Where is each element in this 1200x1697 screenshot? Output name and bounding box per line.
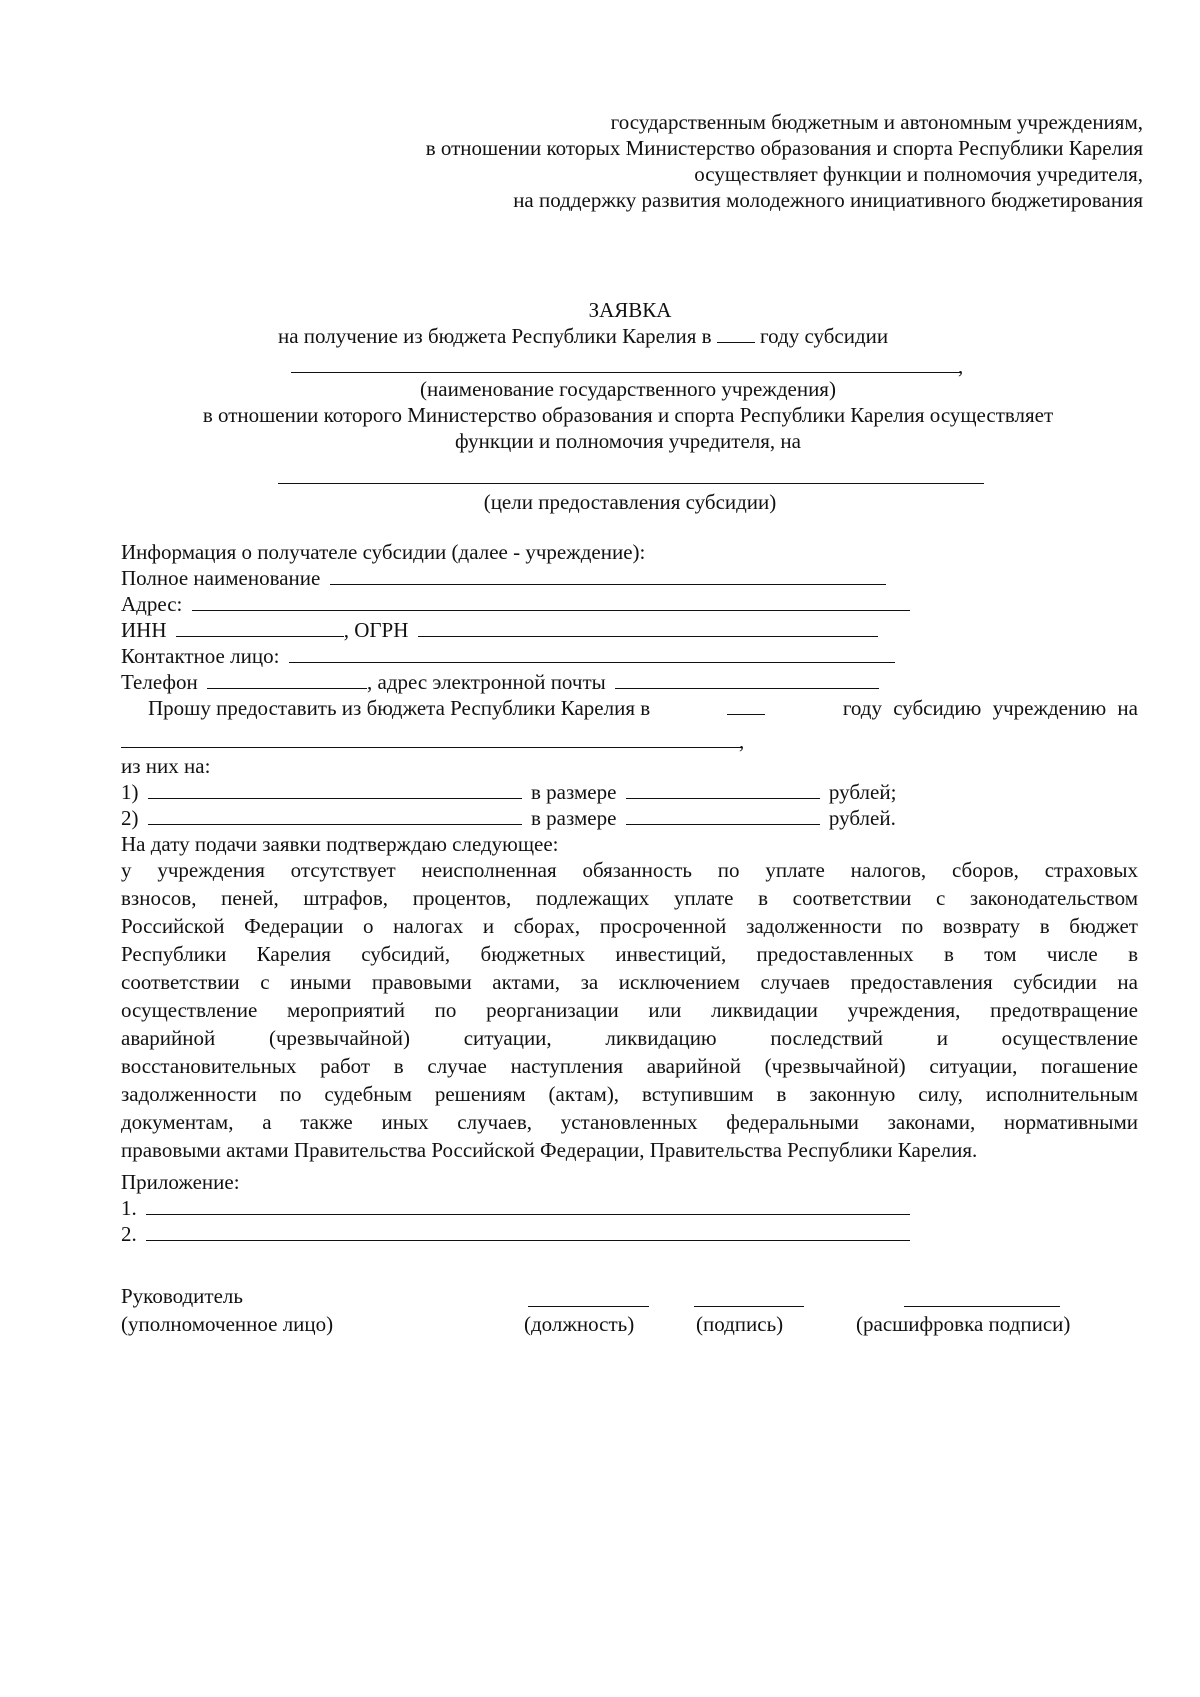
ministry-line-1: в отношении которого Министерство образования и спорта Республики Карелия осуществляет	[202, 403, 1054, 427]
confirm-line: Республики Карелия субсидий, бюджетных инвестиций, предоставленных в том числе в	[121, 942, 1138, 966]
request-row	[148, 694, 1138, 722]
document-title: ЗАЯВКА	[588, 298, 672, 322]
contact-label: Контактное лицо:	[121, 644, 280, 668]
purpose-caption: (цели предоставления субсидии)	[483, 490, 777, 514]
item-amount-field-2[interactable]	[626, 804, 820, 825]
header-line-1: государственным бюджетным и автономным учреждениям,	[610, 110, 1143, 134]
institution-caption: (наименование государственного учреждения)	[420, 377, 836, 401]
confirm-paragraph	[121, 856, 1138, 1164]
confirm-line: документам, а также иных случаев, установленных федеральными законами, нормативными	[121, 1110, 1138, 1134]
confirm-line: взносов, пеней, штрафов, процентов, подлежащих уплате в соответствии с законодательством	[121, 886, 1138, 910]
signature-field[interactable]	[694, 1306, 804, 1307]
attachment-row-2	[121, 1220, 910, 1248]
item-row-2	[121, 804, 896, 832]
full-name-field[interactable]	[330, 564, 886, 585]
item-row-1	[121, 778, 896, 806]
request-text-pre: Прошу предоставить из бюджета Республики Карелия в	[148, 696, 651, 720]
phone-field[interactable]	[207, 668, 367, 689]
ogrn-field[interactable]	[418, 616, 878, 637]
inn-ogrn-row	[121, 616, 878, 644]
attachment-row-1	[121, 1194, 910, 1222]
confirm-line: аварийной (чрезвычайной) ситуации, ликвидацию последствий и осуществление	[121, 1026, 1138, 1050]
signature-decode-field[interactable]	[904, 1306, 1060, 1307]
confirm-line: восстановительных работ в случае наступления аварийной (чрезвычайной) ситуации, погашение	[121, 1054, 1138, 1078]
confirm-line: правовыми актами Правительства Российской Федерации, Правительства Республики Карелия.	[121, 1138, 978, 1162]
signature-decode-caption: (расшифровка подписи)	[856, 1312, 1071, 1336]
contact-row	[121, 642, 895, 670]
confirm-line: осуществление мероприятий по реорганизации или ликвидации учреждения, предотвращение	[121, 998, 1138, 1022]
purpose-field[interactable]	[278, 483, 984, 484]
confirm-line: Российской Федерации о налогах и сборах, просроченной задолженности по возврату в бюджет	[121, 914, 1138, 938]
subtitle-text-post: году субсидии	[760, 324, 889, 348]
inn-label: ИНН	[121, 618, 167, 642]
address-row	[121, 590, 910, 618]
attachment-number-2: 2.	[121, 1222, 137, 1246]
email-field[interactable]	[615, 668, 879, 689]
signature-caption: (подпись)	[696, 1312, 784, 1336]
confirm-line: у учреждения отсутствует неисполненная обязанность по уплате налогов, сборов, страховых	[121, 858, 1138, 882]
item-number-1: 1)	[121, 780, 139, 804]
subtitle-text-pre: на получение из бюджета Республики Карелия в	[278, 324, 712, 348]
phone-label: Телефон	[121, 670, 198, 694]
year-blank-field[interactable]	[717, 322, 755, 343]
header-line-3: осуществляет функции и полномочия учредителя,	[694, 162, 1143, 186]
of-them-label: из них на:	[121, 754, 211, 778]
confirm-line: соответствии с иными правовыми актами, за исключением случаев предоставления субсидии на	[121, 970, 1138, 994]
confirm-line: задолженности по судебным решениям (актам), вступившим в законную силу, исполнительным	[121, 1082, 1138, 1106]
request-purpose-field[interactable]	[121, 747, 741, 748]
header-line-4: на поддержку развития молодежного инициативного бюджетирования	[513, 188, 1143, 212]
position-field[interactable]	[528, 1306, 649, 1307]
phone-email-row	[121, 668, 879, 696]
item-size-label-2: в размере	[531, 806, 617, 830]
item-currency-2: рублей.	[828, 806, 896, 830]
ogrn-label: , ОГРН	[343, 618, 409, 642]
item-number-2: 2)	[121, 806, 139, 830]
attachment-number-1: 1.	[121, 1196, 137, 1220]
attachment-field-2[interactable]	[146, 1220, 910, 1241]
ministry-line-2: функции и полномочия учредителя, на	[455, 429, 801, 453]
full-name-row	[121, 564, 886, 592]
info-heading: Информация о получателе субсидии (далее - учреждение):	[121, 540, 646, 564]
confirm-heading: На дату подачи заявки подтверждаю следующее:	[121, 832, 559, 856]
document-subtitle	[278, 322, 888, 350]
contact-field[interactable]	[289, 642, 895, 663]
address-label: Адрес:	[121, 592, 183, 616]
item-purpose-field-2[interactable]	[148, 804, 522, 825]
item-currency-1: рублей;	[828, 780, 897, 804]
item-purpose-field-1[interactable]	[148, 778, 522, 799]
request-comma: ,	[739, 729, 745, 753]
attachment-field-1[interactable]	[146, 1194, 910, 1215]
item-size-label-1: в размере	[531, 780, 617, 804]
request-text-post: году субсидию учреждению на	[842, 696, 1138, 720]
institution-comma: ,	[958, 354, 964, 378]
full-name-label: Полное наименование	[121, 566, 321, 590]
position-caption: (должность)	[524, 1312, 635, 1336]
email-label: , адрес электронной почты	[367, 670, 606, 694]
signature-role-line-2: (уполномоченное лицо)	[121, 1312, 334, 1336]
address-field[interactable]	[192, 590, 910, 611]
item-amount-field-1[interactable]	[626, 778, 820, 799]
attachments-heading: Приложение:	[121, 1170, 240, 1194]
header-line-2: в отношении которых Министерство образования и спорта Республики Карелия	[425, 136, 1143, 160]
signature-role-line-1: Руководитель	[121, 1284, 243, 1308]
institution-name-field[interactable]	[291, 372, 960, 373]
inn-field[interactable]	[176, 616, 344, 637]
request-year-field[interactable]	[727, 694, 765, 715]
